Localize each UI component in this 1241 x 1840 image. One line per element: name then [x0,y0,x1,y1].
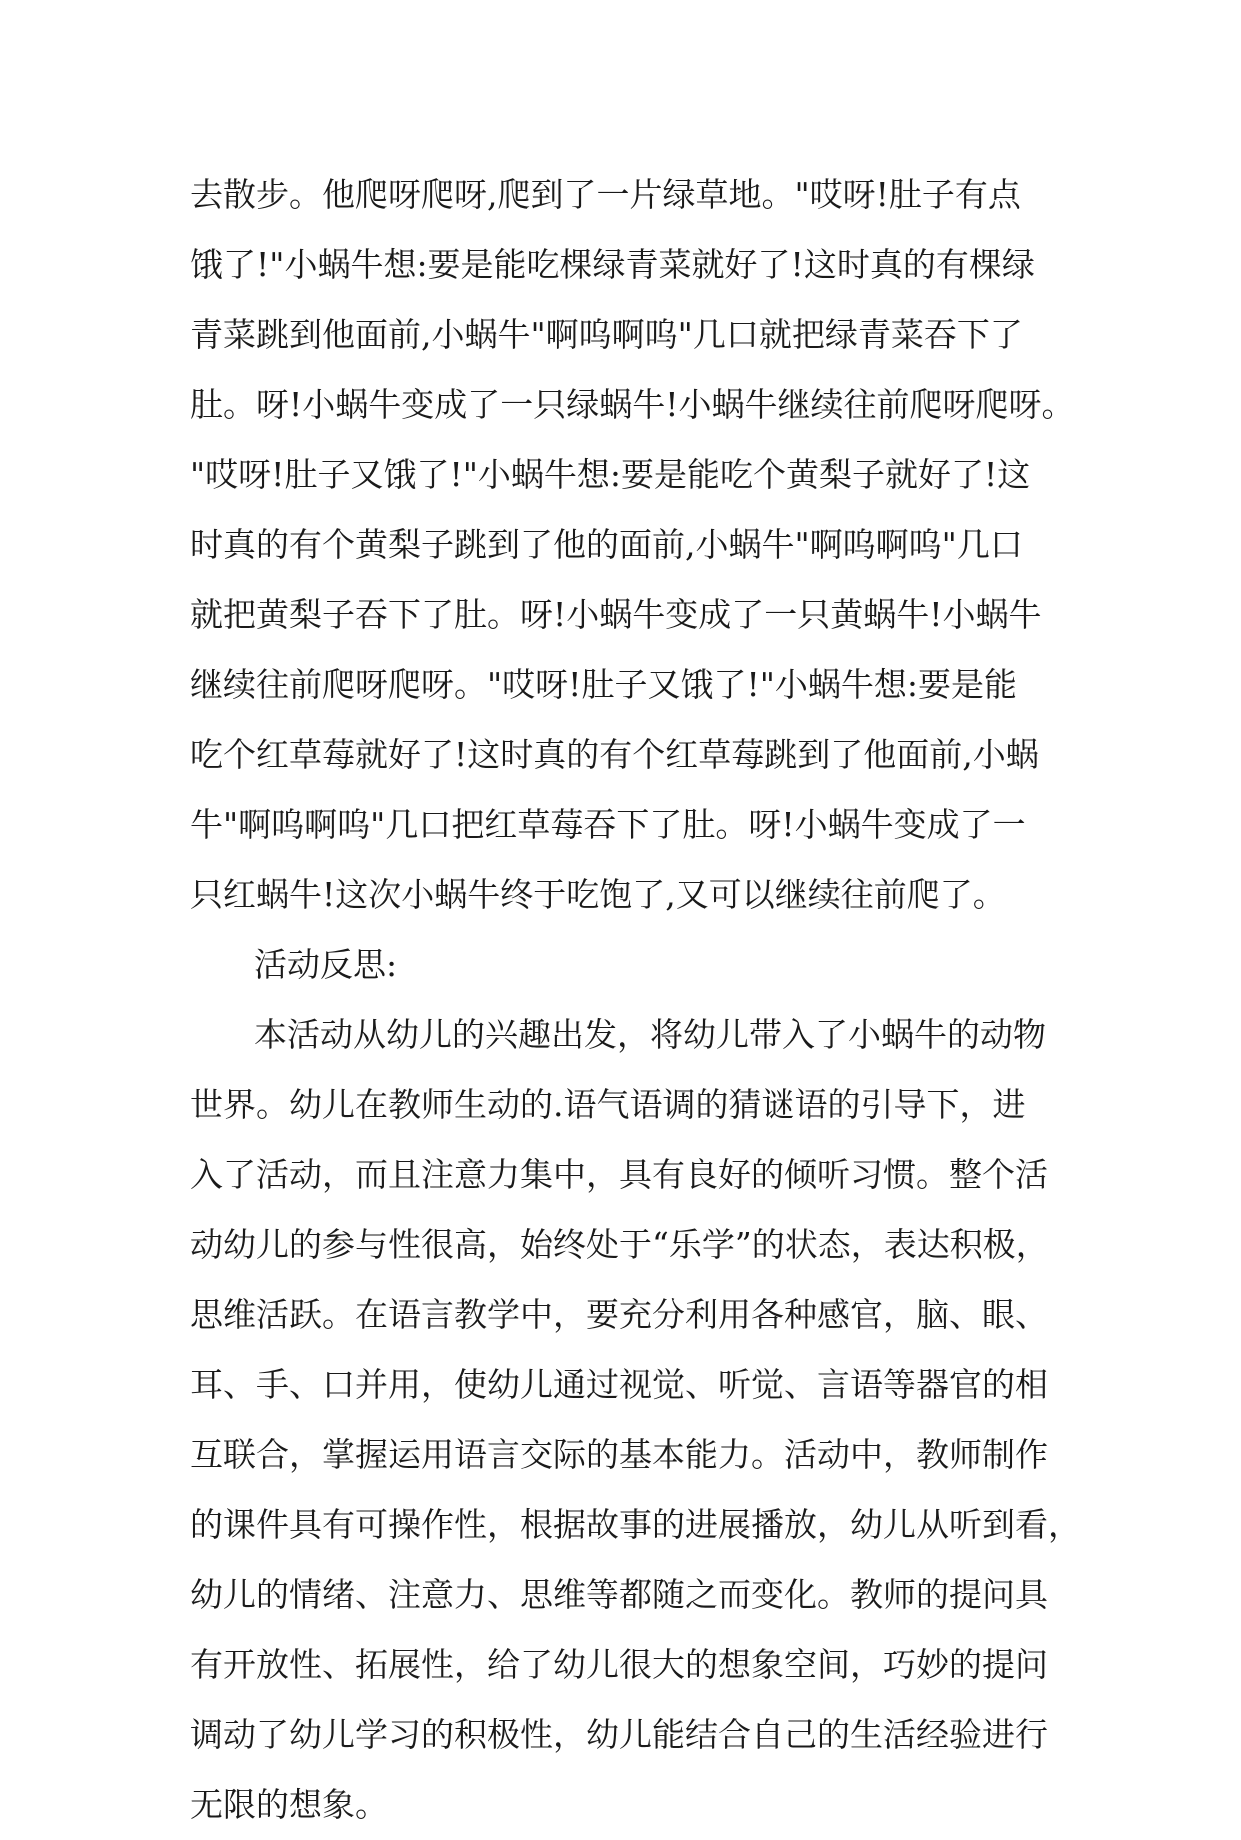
text-line: 有开放性、拓展性，给了幼儿很大的想象空间，巧妙的提问 [190,1645,1048,1684]
text-line: 继续往前爬呀爬呀。"哎呀!肚子又饿了!"小蜗牛想:要是能 [190,665,1017,704]
text-line: 动幼儿的参与性很高，始终处于“乐学”的状态，表达积极， [190,1225,1049,1264]
body-text [190,160,1081,1840]
text-line: 思维活跃。在语言教学中，要充分利用各种感官，脑、眼、 [190,1295,1048,1334]
text-line: 时真的有个黄梨子跳到了他的面前,小蜗牛"啊呜啊呜"几口 [190,525,1023,564]
section-heading: 活动反思: [254,945,398,984]
text-line: 牛"啊呜啊呜"几口把红草莓吞下了肚。呀!小蜗牛变成了一 [190,805,1026,844]
text-line: 的课件具有可操作性，根据故事的进展播放，幼儿从听到看， [190,1505,1081,1544]
text-line: 入了活动，而且注意力集中，具有良好的倾听习惯。整个活 [190,1155,1048,1194]
paragraph-first-line: 本活动从幼儿的兴趣出发，将幼儿带入了小蜗牛的动物 [254,1015,1046,1054]
text-line: 肚。呀!小蜗牛变成了一只绿蜗牛!小蜗牛继续往前爬呀爬呀。 [190,385,1075,424]
text-line: 幼儿的情绪、注意力、思维等都随之而变化。教师的提问具 [190,1575,1048,1614]
text-line: 互联合，掌握运用语言交际的基本能力。活动中，教师制作 [190,1435,1048,1474]
text-line: 无限的想象。 [190,1785,388,1824]
text-line: 世界。幼儿在教师生动的.语气语调的猜谜语的引导下，进 [190,1085,1026,1124]
text-line: "哎呀!肚子又饿了!"小蜗牛想:要是能吃个黄梨子就好了!这 [190,455,1031,494]
text-line: 饿了!"小蜗牛想:要是能吃棵绿青菜就好了!这时真的有棵绿 [190,245,1035,284]
text-line: 只红蜗牛!这次小蜗牛终于吃饱了,又可以继续往前爬了。 [190,875,1006,914]
text-line: 调动了幼儿学习的积极性，幼儿能结合自己的生活经验进行 [190,1715,1048,1754]
text-line: 吃个红草莓就好了!这时真的有个红草莓跳到了他面前,小蜗 [190,735,1039,774]
text-line: 就把黄梨子吞下了肚。呀!小蜗牛变成了一只黄蜗牛!小蜗牛 [190,595,1042,634]
text-line: 去散步。他爬呀爬呀,爬到了一片绿草地。"哎呀!肚子有点 [190,175,1021,214]
text-line: 青菜跳到他面前,小蜗牛"啊呜啊呜"几口就把绿青菜吞下了 [190,315,1023,354]
text-line: 耳、手、口并用，使幼儿通过视觉、听觉、言语等器官的相 [190,1365,1048,1404]
